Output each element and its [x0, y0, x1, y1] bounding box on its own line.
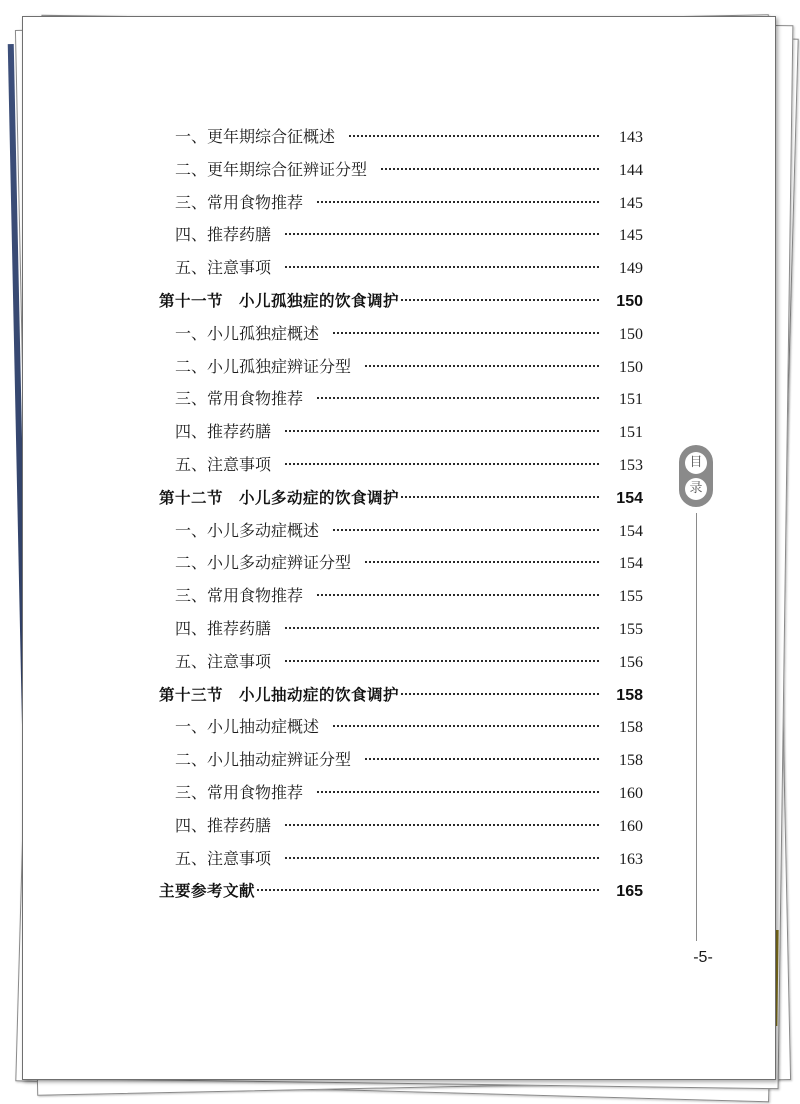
toc-section-entry[interactable]: [159, 875, 643, 908]
toc-page-number: 158: [619, 752, 643, 770]
dot-leader: [401, 496, 599, 498]
toc-page-number: 155: [619, 588, 643, 606]
toc-entry-title: 三、常用食物推荐: [175, 192, 304, 212]
margin-rule: [696, 513, 697, 941]
toc-entry-title: 第十三节 小儿抽动症的饮食调护: [159, 685, 400, 704]
dot-leader: [401, 299, 599, 301]
toc-subentry[interactable]: [159, 547, 643, 580]
dot-leader: [285, 233, 599, 235]
toc-page-number: 151: [619, 391, 643, 409]
toc-page-number: 154: [616, 489, 643, 507]
toc-subentry[interactable]: [159, 646, 643, 679]
toc-page-number: 150: [619, 358, 643, 376]
toc-entry-title: 一、小儿孤独症概述: [175, 323, 320, 343]
toc-subentry[interactable]: [159, 449, 643, 482]
toc-page-number: 160: [619, 784, 643, 802]
dot-leader: [285, 857, 599, 859]
toc-entry-title: 第十一节 小儿孤独症的饮食调护: [159, 291, 400, 310]
toc-entry-title: 二、小儿抽动症辨证分型: [175, 750, 352, 770]
toc-entry-title: 一、小儿抽动症概述: [175, 717, 320, 737]
dot-leader: [365, 365, 599, 367]
toc-section-entry[interactable]: [159, 482, 643, 515]
table-of-contents: [159, 121, 643, 908]
toc-entry-title: 四、推荐药膳: [175, 815, 272, 835]
dot-leader: [333, 529, 599, 531]
section-tab-char: 录: [685, 478, 707, 500]
toc-page-number: 158: [619, 719, 643, 737]
dot-leader: [285, 266, 599, 268]
toc-subentry[interactable]: [159, 613, 643, 646]
dot-leader: [285, 463, 599, 465]
toc-entry-title: 二、小儿多动症辨证分型: [175, 553, 352, 573]
toc-subentry[interactable]: [159, 515, 643, 548]
toc-entry-title: 四、推荐药膳: [175, 422, 272, 442]
dot-leader: [285, 627, 599, 629]
toc-page-number: 154: [619, 555, 643, 573]
toc-entry-title: 主要参考文献: [159, 882, 256, 901]
toc-subentry[interactable]: [159, 121, 643, 154]
toc-entry-title: 四、推荐药膳: [175, 225, 272, 245]
toc-subentry[interactable]: [159, 351, 643, 384]
dot-leader: [285, 430, 599, 432]
dot-leader: [333, 725, 599, 727]
toc-entry-title: 第十二节 小儿多动症的饮食调护: [159, 488, 400, 507]
dot-leader: [401, 693, 599, 695]
dot-leader: [333, 332, 599, 334]
dot-leader: [349, 135, 599, 137]
dot-leader: [317, 594, 599, 596]
toc-page-number: 143: [619, 129, 643, 146]
dot-leader: [365, 561, 599, 563]
section-tab: [679, 445, 713, 507]
toc-subentry[interactable]: [159, 187, 643, 220]
document-page: [22, 16, 776, 1080]
toc-entry-title: 三、常用食物推荐: [175, 389, 304, 409]
toc-entry-title: 五、注意事项: [175, 258, 272, 278]
toc-page-number: 144: [619, 161, 643, 179]
section-tab-char: 目: [685, 452, 707, 474]
toc-page-number: 158: [616, 686, 643, 704]
toc-entry-title: 五、注意事项: [175, 651, 272, 671]
toc-entry-title: 一、更年期综合征概述: [175, 127, 336, 146]
toc-subentry[interactable]: [159, 744, 643, 777]
dot-leader: [317, 791, 599, 793]
toc-entry-title: 五、注意事项: [175, 848, 272, 868]
toc-subentry[interactable]: [159, 252, 643, 285]
toc-page-number: 160: [619, 817, 643, 835]
toc-subentry[interactable]: [159, 219, 643, 252]
dot-leader: [285, 660, 599, 662]
toc-section-entry[interactable]: [159, 679, 643, 712]
toc-page-number: 155: [619, 620, 643, 638]
toc-page-number: 163: [619, 850, 643, 868]
toc-entry-title: 四、推荐药膳: [175, 618, 272, 638]
toc-subentry[interactable]: [159, 843, 643, 876]
toc-subentry[interactable]: [159, 416, 643, 449]
toc-page-number: 151: [619, 424, 643, 442]
toc-entry-title: 二、更年期综合征辨证分型: [175, 159, 368, 179]
dot-leader: [365, 758, 599, 760]
toc-entry-title: 二、小儿孤独症辨证分型: [175, 356, 352, 376]
toc-entry-title: 三、常用食物推荐: [175, 586, 304, 606]
toc-entry-title: 五、注意事项: [175, 454, 272, 474]
toc-page-number: 150: [619, 325, 643, 343]
toc-section-entry[interactable]: [159, 285, 643, 318]
dot-leader: [317, 397, 599, 399]
toc-subentry[interactable]: [159, 580, 643, 613]
dot-leader: [257, 889, 599, 891]
toc-page-number: 145: [619, 194, 643, 212]
toc-page-number: 145: [619, 227, 643, 245]
toc-page-number: 154: [619, 522, 643, 540]
toc-subentry[interactable]: [159, 711, 643, 744]
toc-subentry[interactable]: [159, 383, 643, 416]
toc-subentry[interactable]: [159, 810, 643, 843]
toc-page-number: 150: [616, 292, 643, 310]
toc-page-number: 149: [619, 260, 643, 278]
toc-entry-title: 一、小儿多动症概述: [175, 520, 320, 540]
dot-leader: [381, 168, 599, 170]
toc-page-number: 153: [619, 456, 643, 474]
toc-page-number: 165: [616, 883, 643, 901]
toc-page-number: 156: [619, 653, 643, 671]
toc-entry-title: 三、常用食物推荐: [175, 782, 304, 802]
dot-leader: [317, 201, 599, 203]
toc-subentry[interactable]: [159, 318, 643, 351]
toc-subentry[interactable]: [159, 777, 643, 810]
dot-leader: [285, 824, 599, 826]
page-number: -5-: [693, 949, 713, 966]
toc-subentry[interactable]: [159, 154, 643, 187]
